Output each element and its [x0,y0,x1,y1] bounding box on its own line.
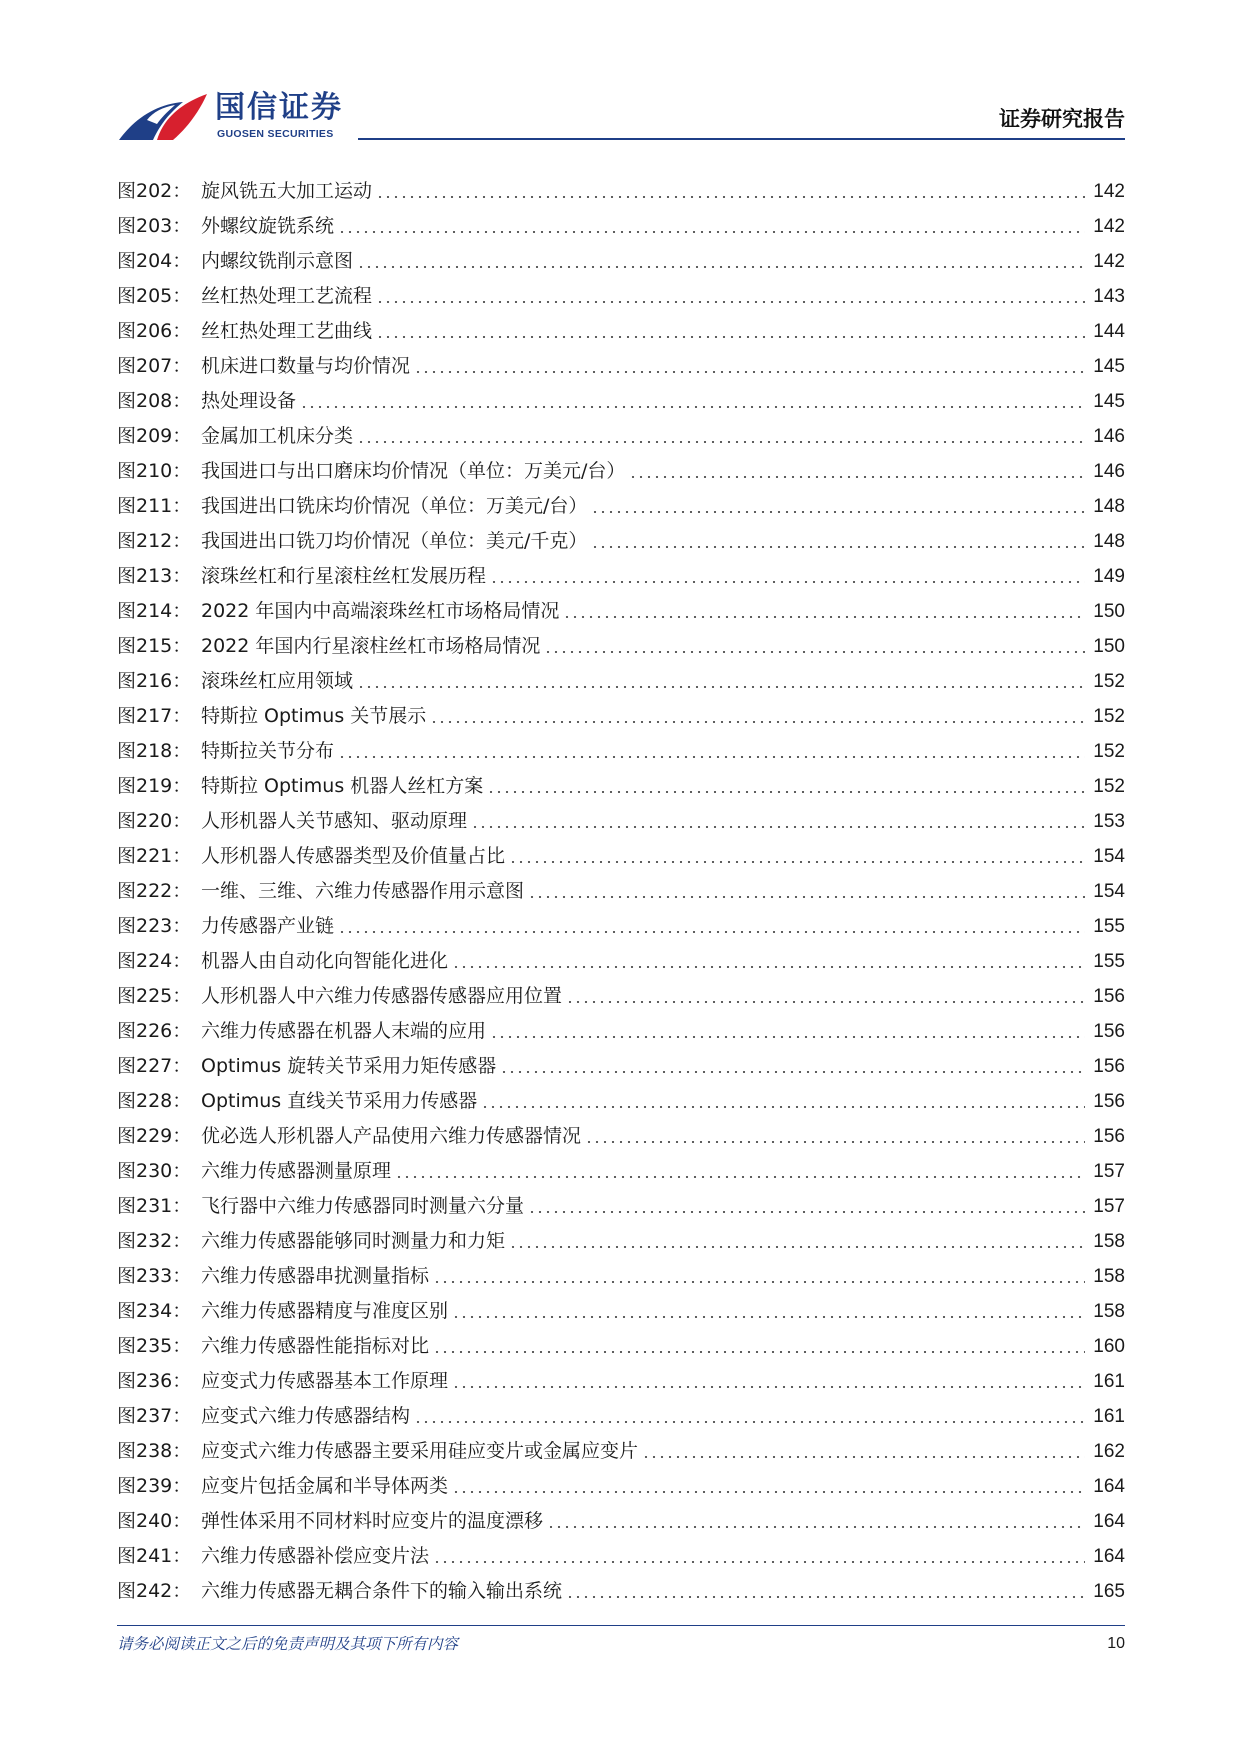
page-number: 155 [1093,916,1125,937]
disclaimer-note: 请务必阅读正文之后的免责声明及其项下所有内容 [117,1635,459,1653]
toc-entry[interactable] [117,489,1125,524]
page-number: 144 [1093,321,1125,342]
page-number: 143 [1093,286,1125,307]
page-number: 152 [1093,776,1125,797]
page-number: 148 [1093,496,1125,517]
figure-number: 图230： [117,1160,192,1182]
figure-title: Optimus 直线关节采用力传感器 [201,1090,478,1112]
figure-number: 图229： [117,1125,192,1147]
dot-leader [547,1526,1085,1528]
dot-leader [376,336,1085,338]
figure-title: 特斯拉关节分布 [201,740,335,762]
dot-leader [452,1491,1085,1493]
dot-leader [433,1351,1085,1353]
figure-number: 图236： [117,1370,192,1392]
toc-entry[interactable] [117,1364,1125,1399]
dot-leader [452,1386,1085,1388]
figure-title: 旋风铣五大加工运动 [201,180,373,202]
dot-leader [357,686,1085,688]
figure-title: 特斯拉 Optimus 关节展示 [201,705,427,727]
page-number: 156 [1093,986,1125,1007]
figure-number: 图206： [117,320,192,342]
page-number: 164 [1093,1546,1125,1567]
figure-title: 六维力传感器精度与准度区别 [201,1300,449,1322]
dot-leader [500,1071,1085,1073]
page-number: 142 [1093,216,1125,237]
logo-english-name: GUOSEN SECURITIES [217,128,334,140]
toc-entry[interactable] [117,664,1125,699]
figure-number: 图216： [117,670,192,692]
page-number-footer: 10 [1107,1635,1125,1652]
figure-title: 内螺纹铣削示意图 [201,250,354,272]
figure-toc-list [117,174,1125,1609]
toc-entry[interactable] [117,839,1125,874]
figure-number: 图219： [117,775,192,797]
page-number: 160 [1093,1336,1125,1357]
figure-number: 图225： [117,985,192,1007]
dot-leader [642,1456,1085,1458]
toc-entry[interactable] [117,1259,1125,1294]
dot-leader [528,896,1085,898]
figure-number: 图233： [117,1265,192,1287]
dot-leader [338,756,1085,758]
toc-entry[interactable] [117,699,1125,734]
page-number: 145 [1093,391,1125,412]
dot-leader [338,931,1085,933]
figure-number: 图241： [117,1545,192,1567]
page-number: 150 [1093,636,1125,657]
page-number: 145 [1093,356,1125,377]
dot-leader [376,301,1085,303]
toc-entry[interactable] [117,1539,1125,1574]
dot-leader [300,406,1085,408]
toc-entry[interactable] [117,874,1125,909]
figure-title: 力传感器产业链 [201,915,335,937]
toc-entry[interactable] [117,174,1125,209]
figure-number: 图232： [117,1230,192,1252]
figure-title: 机器人由自动化向智能化进化 [201,950,449,972]
dot-leader [591,511,1085,513]
toc-entry[interactable] [117,769,1125,804]
toc-entry[interactable] [117,909,1125,944]
dot-leader [487,791,1085,793]
figure-number: 图204： [117,250,192,272]
toc-entry[interactable] [117,979,1125,1014]
figure-title: 人形机器人中六维力传感器传感器应用位置 [201,985,563,1007]
figure-title: 2022 年国内行星滚柱丝杠市场格局情况 [201,635,541,657]
figure-title: 外螺纹旋铣系统 [201,215,335,237]
figure-title: Optimus 旋转关节采用力矩传感器 [201,1055,497,1077]
figure-number: 图240： [117,1510,192,1532]
dot-leader [452,1316,1085,1318]
figure-number: 图210： [117,460,192,482]
page-number: 148 [1093,531,1125,552]
toc-entry[interactable] [117,1119,1125,1154]
figure-title: 六维力传感器补偿应变片法 [201,1545,430,1567]
toc-entry[interactable] [117,209,1125,244]
dot-leader [490,1036,1085,1038]
figure-title: 弹性体采用不同材料时应变片的温度漂移 [201,1510,544,1532]
dot-leader [433,1561,1085,1563]
figure-title: 机床进口数量与均价情况 [201,355,411,377]
page-number: 146 [1093,461,1125,482]
figure-number: 图207： [117,355,192,377]
footer-divider [117,1625,1125,1626]
figure-number: 图208： [117,390,192,412]
toc-entry[interactable] [117,804,1125,839]
figure-title: 热处理设备 [201,390,297,412]
page-number: 162 [1093,1441,1125,1462]
figure-title: 金属加工机床分类 [201,425,354,447]
page-number: 158 [1093,1301,1125,1322]
page-number: 150 [1093,601,1125,622]
figure-title: 一维、三维、六维力传感器作用示意图 [201,880,525,902]
figure-number: 图214： [117,600,192,622]
figure-title: 丝杠热处理工艺流程 [201,285,373,307]
figure-title: 人形机器人关节感知、驱动原理 [201,810,468,832]
dot-leader [452,966,1085,968]
page-number: 142 [1093,251,1125,272]
figure-number: 图215： [117,635,192,657]
page-number: 155 [1093,951,1125,972]
figure-number: 图217： [117,705,192,727]
dot-leader [338,231,1085,233]
page-number: 165 [1093,1581,1125,1602]
figure-title: 我国进口与出口磨床均价情况（单位：万美元/台） [201,460,626,482]
report-type-label: 证券研究报告 [999,107,1125,131]
dot-leader [430,721,1085,723]
figure-number: 图222： [117,880,192,902]
figure-title: 特斯拉 Optimus 机器人丝杠方案 [201,775,484,797]
page-number: 152 [1093,741,1125,762]
dot-leader [414,371,1085,373]
figure-title: 滚珠丝杠应用领域 [201,670,354,692]
figure-number: 图221： [117,845,192,867]
dot-leader [357,441,1085,443]
toc-entry[interactable] [117,244,1125,279]
figure-number: 图209： [117,425,192,447]
page-number: 146 [1093,426,1125,447]
figure-title: 我国进出口铣刀均价情况（单位：美元/千克） [201,530,588,552]
page-number: 161 [1093,1406,1125,1427]
toc-entry[interactable] [117,1084,1125,1119]
figure-title: 六维力传感器在机器人末端的应用 [201,1020,487,1042]
dot-leader [414,1421,1085,1423]
toc-entry[interactable] [117,1224,1125,1259]
toc-entry[interactable] [117,419,1125,454]
figure-number: 图211： [117,495,192,517]
toc-entry[interactable] [117,944,1125,979]
figure-title: 六维力传感器能够同时测量力和力矩 [201,1230,506,1252]
toc-entry[interactable] [117,1014,1125,1049]
toc-entry[interactable] [117,1329,1125,1364]
dot-leader [481,1106,1085,1108]
figure-number: 图224： [117,950,192,972]
toc-entry[interactable] [117,1189,1125,1224]
toc-entry[interactable] [117,524,1125,559]
toc-entry[interactable] [117,384,1125,419]
toc-entry[interactable] [117,1469,1125,1504]
page-number: 164 [1093,1476,1125,1497]
page-number: 156 [1093,1091,1125,1112]
header-divider [358,138,1125,140]
page-number: 158 [1093,1231,1125,1252]
figure-number: 图237： [117,1405,192,1427]
figure-number: 图234： [117,1300,192,1322]
dot-leader [629,476,1085,478]
page-number: 142 [1093,181,1125,202]
dot-leader [528,1211,1085,1213]
figure-number: 图238： [117,1440,192,1462]
toc-entry[interactable] [117,1504,1125,1539]
dot-leader [544,651,1085,653]
figure-title: 六维力传感器性能指标对比 [201,1335,430,1357]
figure-title: 丝杠热处理工艺曲线 [201,320,373,342]
figure-number: 图235： [117,1335,192,1357]
page-number: 156 [1093,1021,1125,1042]
figure-number: 图213： [117,565,192,587]
toc-entry[interactable] [117,349,1125,384]
figure-title: 2022 年国内中高端滚珠丝杠市场格局情况 [201,600,560,622]
toc-entry[interactable] [117,1294,1125,1329]
toc-entry[interactable] [117,559,1125,594]
page-number: 152 [1093,706,1125,727]
figure-title: 应变片包括金属和半导体两类 [201,1475,449,1497]
toc-entry[interactable] [117,1434,1125,1469]
figure-number: 图218： [117,740,192,762]
figure-title: 应变式力传感器基本工作原理 [201,1370,449,1392]
page-number: 154 [1093,846,1125,867]
dot-leader [395,1176,1085,1178]
figure-title: 滚珠丝杠和行星滚柱丝杠发展历程 [201,565,487,587]
dot-leader [490,581,1085,583]
toc-entry[interactable] [117,1049,1125,1084]
figure-number: 图228： [117,1090,192,1112]
figure-number: 图223： [117,915,192,937]
toc-entry[interactable] [117,1399,1125,1434]
toc-entry[interactable] [117,454,1125,489]
toc-entry[interactable] [117,1154,1125,1189]
toc-entry[interactable] [117,629,1125,664]
page-number: 152 [1093,671,1125,692]
page-number: 156 [1093,1056,1125,1077]
dot-leader [591,546,1085,548]
page-number: 153 [1093,811,1125,832]
toc-entry[interactable] [117,594,1125,629]
figure-number: 图242： [117,1580,192,1602]
page-number: 161 [1093,1371,1125,1392]
figure-number: 图205： [117,285,192,307]
figure-number: 图231： [117,1195,192,1217]
toc-entry[interactable] [117,1574,1125,1609]
figure-number: 图227： [117,1055,192,1077]
page-number: 154 [1093,881,1125,902]
figure-title: 应变式六维力传感器结构 [201,1405,411,1427]
page-number: 149 [1093,566,1125,587]
dot-leader [433,1281,1085,1283]
dot-leader [585,1141,1085,1143]
figure-title: 我国进出口铣床均价情况（单位：万美元/台） [201,495,588,517]
dot-leader [357,266,1085,268]
figure-title: 飞行器中六维力传感器同时测量六分量 [201,1195,525,1217]
toc-entry[interactable] [117,734,1125,769]
figure-title: 六维力传感器测量原理 [201,1160,392,1182]
guosen-logo-icon [117,90,209,144]
logo-chinese-name: 国信证券 [215,90,343,125]
figure-number: 图239： [117,1475,192,1497]
figure-title: 人形机器人传感器类型及价值量占比 [201,845,506,867]
toc-entry[interactable] [117,279,1125,314]
page-number: 156 [1093,1126,1125,1147]
figure-title: 应变式六维力传感器主要采用硅应变片或金属应变片 [201,1440,639,1462]
figure-number: 图212： [117,530,192,552]
page-number: 158 [1093,1266,1125,1287]
dot-leader [566,1001,1085,1003]
dot-leader [509,1246,1085,1248]
page-number: 157 [1093,1196,1125,1217]
dot-leader [509,861,1085,863]
figure-number: 图202： [117,180,192,202]
dot-leader [563,616,1085,618]
dot-leader [566,1596,1085,1598]
figure-number: 图226： [117,1020,192,1042]
figure-title: 六维力传感器无耦合条件下的输入输出系统 [201,1580,563,1602]
dot-leader [376,196,1085,198]
page-header [117,84,1125,144]
toc-entry[interactable] [117,314,1125,349]
figure-title: 优必选人形机器人产品使用六维力传感器情况 [201,1125,582,1147]
page-number: 157 [1093,1161,1125,1182]
dot-leader [471,826,1085,828]
page-number: 164 [1093,1511,1125,1532]
figure-title: 六维力传感器串扰测量指标 [201,1265,430,1287]
figure-number: 图203： [117,215,192,237]
figure-number: 图220： [117,810,192,832]
